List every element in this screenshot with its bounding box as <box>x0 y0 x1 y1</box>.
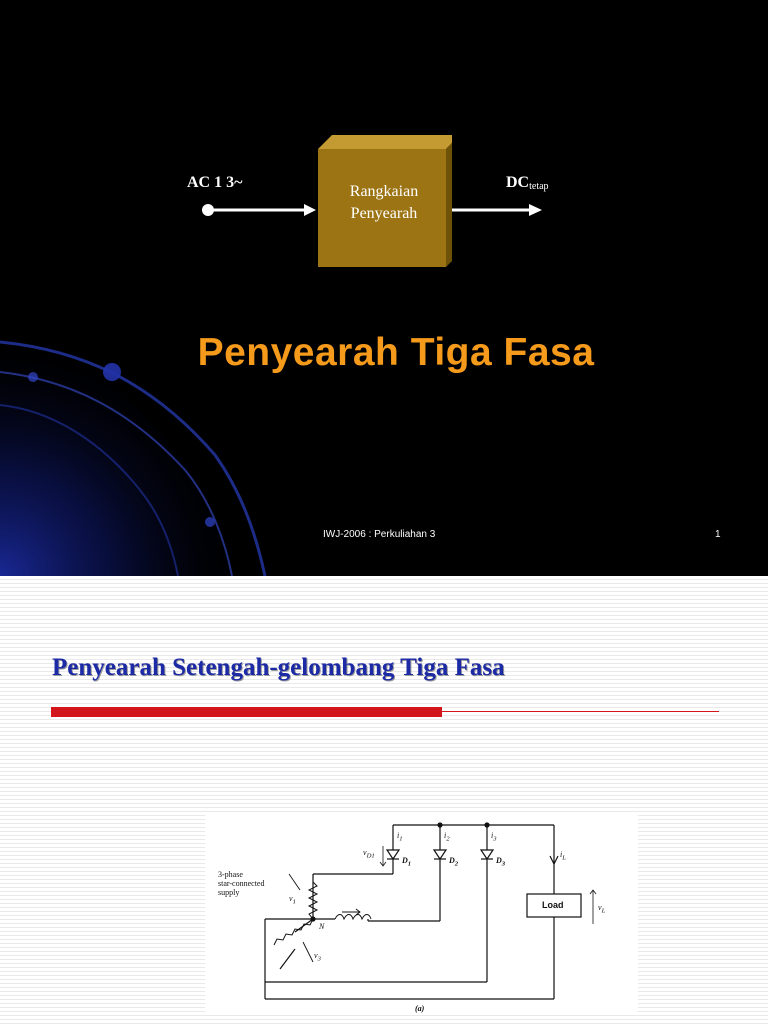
supply-label-1: 3-phase <box>218 870 243 879</box>
D3-sub: 3 <box>501 860 506 868</box>
v3-sub: 3 <box>317 955 321 963</box>
iL-main: i <box>560 850 563 859</box>
iL-sub: L <box>562 854 566 862</box>
i3-main: i <box>491 831 494 840</box>
v3-main: v <box>314 951 318 960</box>
i1-main: i <box>397 831 400 840</box>
title-rule-thin <box>442 711 719 712</box>
vD1-main: v <box>363 848 367 857</box>
i2-label <box>444 831 450 844</box>
vL-main: v <box>598 903 602 912</box>
output-label-main: DC <box>506 174 530 191</box>
title-rule-thick <box>51 707 442 717</box>
vL-sub: L <box>601 907 606 915</box>
block-label-line1: Rangkaian <box>349 183 419 200</box>
neutral-label: N <box>319 922 325 931</box>
block-diagram <box>0 0 768 300</box>
rectifier-block-label <box>326 181 442 225</box>
slide-title: Penyearah Setengah-gelombang Tiga Fasa <box>52 654 505 681</box>
slide-title: Penyearah Tiga Fasa <box>197 331 595 374</box>
iL-label <box>560 850 566 863</box>
block-label-line2: Penyearah <box>350 205 418 222</box>
D3-label <box>496 856 505 869</box>
figure-caption: (a) <box>415 1004 425 1013</box>
vL-label <box>598 903 605 916</box>
input-label: AC 1 3~ <box>187 174 243 191</box>
i3-sub: 3 <box>493 835 497 843</box>
vD1-label <box>363 848 375 861</box>
output-label <box>506 174 549 192</box>
v1-main: v <box>289 894 293 903</box>
supply-label-3: supply <box>218 888 240 897</box>
page-number: 1 <box>715 529 721 540</box>
D3-main: D <box>496 856 502 865</box>
i1-sub: 1 <box>399 835 403 843</box>
D1-main: D <box>402 856 408 865</box>
output-label-sub: tetap <box>529 181 549 192</box>
load-label: Load <box>542 900 564 910</box>
vD1-sub: D1 <box>366 852 375 860</box>
D1-label <box>402 856 411 869</box>
i1-label <box>397 831 403 844</box>
i3-label <box>491 831 497 844</box>
D2-sub: 2 <box>454 860 459 868</box>
D1-sub: 1 <box>407 860 412 868</box>
D2-main: D <box>449 856 455 865</box>
supply-label-2: star-connected <box>218 879 265 888</box>
v1-sub: 1 <box>292 898 296 906</box>
output-arrow-head <box>529 204 542 216</box>
i2-sub: 2 <box>446 835 450 843</box>
D2-label <box>449 856 458 869</box>
circuit-schematic <box>205 814 638 1014</box>
i2-main: i <box>444 831 447 840</box>
rectifier-block <box>318 135 452 267</box>
slide-2 <box>0 576 768 1024</box>
v1-label <box>289 894 296 907</box>
slide-footer: IWJ-2006 : Perkuliahan 3 <box>323 529 436 540</box>
v3-label <box>314 951 321 964</box>
circuit-diagram <box>205 814 638 1014</box>
input-arrow-head <box>304 204 316 216</box>
